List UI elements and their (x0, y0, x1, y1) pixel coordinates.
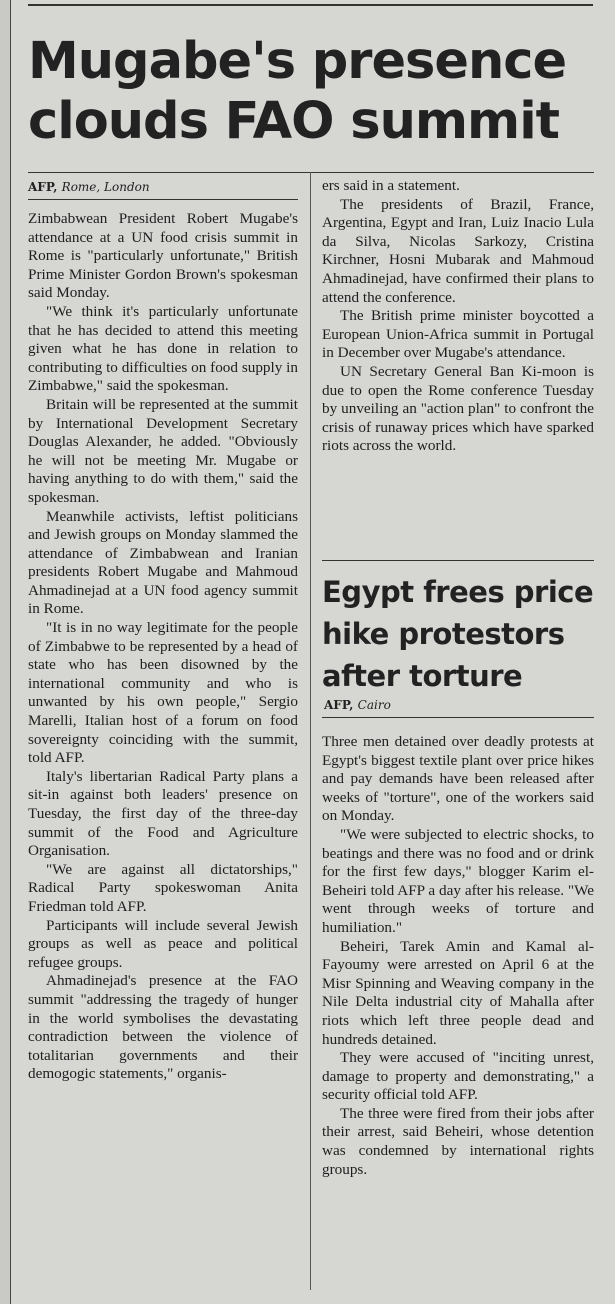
byline-rule (322, 717, 594, 718)
headline-rule (28, 172, 594, 173)
paragraph: Zimbabwean President Robert Mugabe's attendance at a UN food crisis summit in Rome is "particularly unfortunate," British Prime Minister Gordon Brown's spokesman said Monday. (28, 210, 298, 302)
column-divider (310, 172, 311, 1290)
top-rule (28, 4, 593, 6)
paragraph: The British prime minister boycotted a European Union-Africa summit in Portugal in December over Mugabe's attendance. (322, 307, 594, 362)
paragraph: Ahmadinejad's presence at the FAO summit "addressing the tragedy of hunger in the world symbolises the devastating contradiction between the violence of totalitarian governments and their demogogic statements," organis- (28, 972, 298, 1083)
article-column-1 (28, 210, 298, 1084)
article-headline: Mugabe's presence clouds FAO summit (28, 32, 567, 151)
article-separator-rule (322, 560, 594, 561)
byline-place: Rome, London (61, 180, 150, 194)
article2-headline: Egypt frees price hike protestors after torture (322, 575, 594, 693)
paragraph: ers said in a statement. (322, 177, 460, 194)
paragraph: Three men detained over deadly protests at Egypt's biggest textile plant over price hikes and pay demands have been released after weeks of "torture", one of the workers said on Monday. (322, 733, 594, 825)
article-byline (28, 179, 150, 195)
article2-column (322, 733, 594, 1179)
paragraph: Participants will include several Jewish groups as well as peace and political refugee groups. (28, 916, 298, 971)
byline-place: Cairo (357, 698, 391, 712)
paragraph: Britain will be represented at the summit by International Development Secretary Douglas Alexander, he added. "Obviously he will not be meeting Mr. Mugabe or having anything to do with them," said the spokesman. (28, 395, 298, 506)
paragraph: Meanwhile activists, leftist politicians and Jewish groups on Monday slammed the attendance of Zimbabwean and Iranian presidents Robert Mugabe and Mahmoud Ahmadinejad at a UN food agency summit in Rome. (28, 507, 298, 618)
paragraph: UN Secretary General Ban Ki-moon is due to open the Rome conference Tuesday by unveiling an "action plan" to confront the crisis of runaway prices which have sparked riots across the world. (322, 362, 594, 455)
paragraph: "We think it's particularly unfortunate that he has decided to attend this meeting given what he has done in relation to contributing to difficulties on food supply in Zimbabwe," said the spokesman. (28, 302, 298, 395)
byline-agency: AFP, (324, 698, 354, 712)
paragraph: Beheiri, Tarek Amin and Kamal al-Fayoumy were arrested on April 6 at the Misr Spinning and Weaving company in the Nile Delta industrial city of Mahalla after riots which left three people dead and hundreds detained. (322, 937, 594, 1048)
byline-rule (28, 199, 298, 200)
page-edge (0, 0, 11, 1304)
byline-agency: AFP, (28, 180, 58, 194)
paragraph: "We were subjected to electric shocks, to beatings and there was no food and or drink for the first few days," blogger Karim el-Beheiri told AFP a day after his release. "We went through weeks of torture and humiliation." (322, 825, 594, 936)
paragraph: "It is in no way legitimate for the people of Zimbabwe to be represented by a head of state who has been disowned by the international community and who is unwanted by his own people," Sergio Marelli, Italian host of a forum on food sovereignty coinciding with the summit, told AFP. (28, 619, 298, 767)
paragraph: Italy's libertarian Radical Party plans a sit-in against both leaders' presence on Tuesday, the first day of the three-day summit of the Food and Agriculture Organisation. (28, 767, 298, 860)
article-column-2 (322, 177, 594, 456)
paragraph: The three were fired from their jobs after their arrest, said Beheiri, whose detention was condemned by international rights groups. (322, 1104, 594, 1178)
article2-byline (324, 697, 391, 713)
paragraph: They were accused of "inciting unrest, damage to property and demonstrating," a security official told AFP. (322, 1049, 594, 1104)
paragraph: The presidents of Brazil, France, Argentina, Egypt and Iran, Luiz Inacio Lula da Silva, Nicolas Sarkozy, Cristina Kirchner, Hosni Mubarak and Mahmoud Ahmadinejad, have confirmed their plans to attend the conference. (322, 195, 594, 306)
paragraph: "We are against all dictatorships," Radical Party spokeswoman Anita Friedman told AFP. (28, 860, 298, 915)
